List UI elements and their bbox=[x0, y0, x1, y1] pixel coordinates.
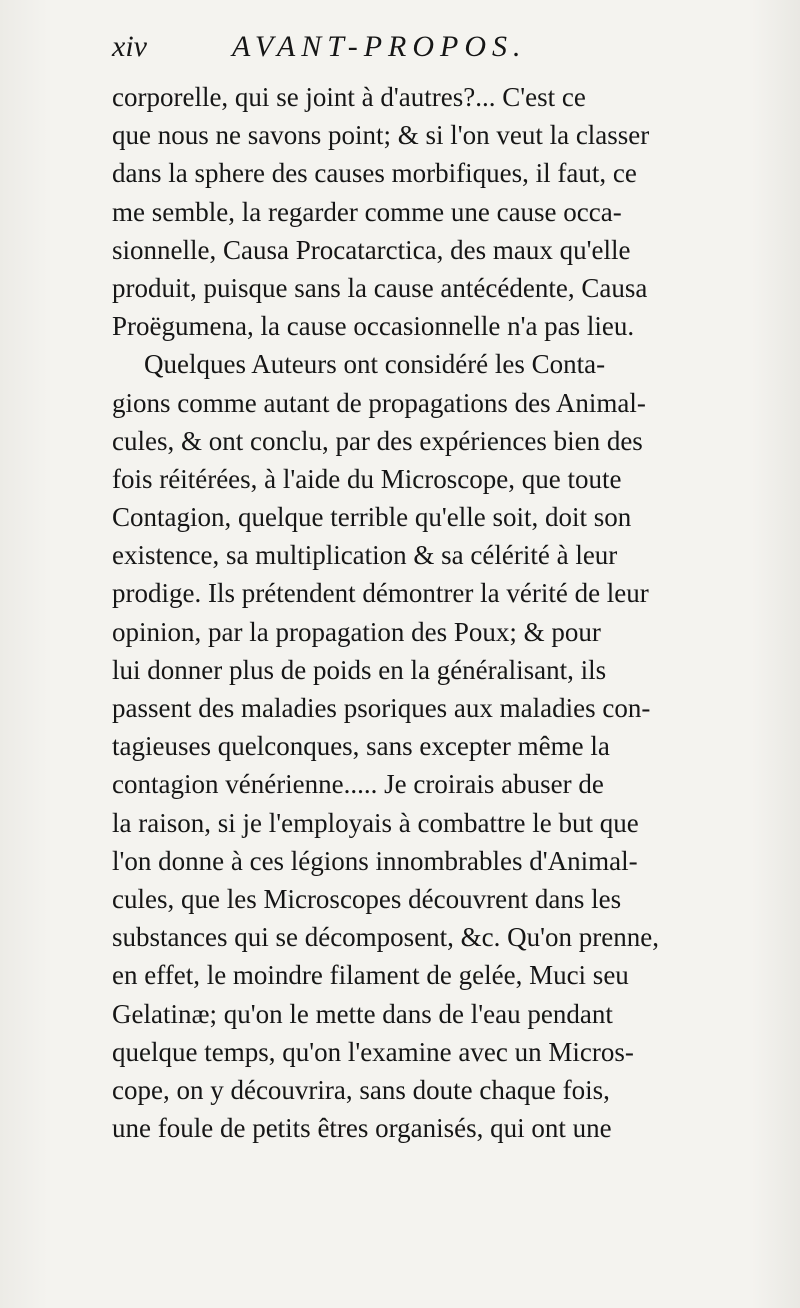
text-line: dans la sphere des causes morbifiques, il faut, ce bbox=[112, 158, 637, 189]
running-title: AVANT-PROPOS. bbox=[232, 30, 527, 63]
text-line: quelque temps, qu'on l'examine avec un Micros- bbox=[112, 1036, 634, 1067]
text-line: corporelle, qui se joint à d'autres?... C'est ce bbox=[112, 82, 586, 112]
text-line: fois réitérées, à l'aide du Microscope, que toute bbox=[112, 463, 622, 494]
text-line: une foule de petits êtres organisés, qui ont une bbox=[112, 1113, 612, 1144]
page-number: xiv bbox=[112, 30, 147, 63]
body-text bbox=[112, 78, 732, 1147]
text-line: que nous ne savons point; & si l'on veut la classer bbox=[112, 120, 650, 151]
text-line: la raison, si je l'employais à combattre le but que bbox=[112, 807, 639, 838]
text-line: substances qui se décomposent, &c. Qu'on prenne, bbox=[112, 922, 659, 953]
text-line: gions comme autant de propagations des Animal- bbox=[112, 387, 646, 418]
text-line: Contagion, quelque terrible qu'elle soit, doit son bbox=[112, 502, 632, 533]
text-line: opinion, par la propagation des Poux; & pour bbox=[112, 616, 601, 647]
text-line: Gelatinæ; qu'on le mette dans de l'eau pendant bbox=[112, 998, 613, 1029]
text-line: tagieuses quelconques, sans excepter même la bbox=[112, 731, 610, 762]
text-line: prodige. Ils prétendent démontrer la vérité de leur bbox=[112, 578, 649, 609]
text-line: me semble, la regarder comme une cause occa- bbox=[112, 196, 622, 227]
text-line: passent des maladies psoriques aux maladies con- bbox=[112, 693, 651, 723]
text-line: contagion vénérienne..... Je croirais abuser de bbox=[112, 769, 604, 800]
text-line: cules, & ont conclu, par des expériences bien des bbox=[112, 425, 643, 456]
text-line: cope, on y découvrira, sans doute chaque fois, bbox=[112, 1074, 610, 1105]
text-line: en effet, le moindre filament de gelée, Muci seu bbox=[112, 960, 629, 991]
text-line: Proëgumena, la cause occasionnelle n'a pas lieu. bbox=[112, 311, 635, 342]
text-line: produit, puisque sans la cause antécédente, Causa bbox=[112, 272, 648, 303]
page-header bbox=[112, 30, 712, 74]
text-line: existence, sa multiplication & sa célérité à leur bbox=[112, 540, 618, 571]
text-line: lui donner plus de poids en la généralisant, ils bbox=[112, 654, 607, 685]
text-line: cules, que les Microscopes découvrent dans les bbox=[112, 883, 622, 914]
text-line: sionnelle, Causa Procatarctica, des maux qu'elle bbox=[112, 234, 631, 265]
text-line: l'on donne à ces légions innombrables d'Animal- bbox=[112, 845, 638, 876]
paragraph-start-line: Quelques Auteurs ont considéré les Conta- bbox=[144, 349, 606, 380]
